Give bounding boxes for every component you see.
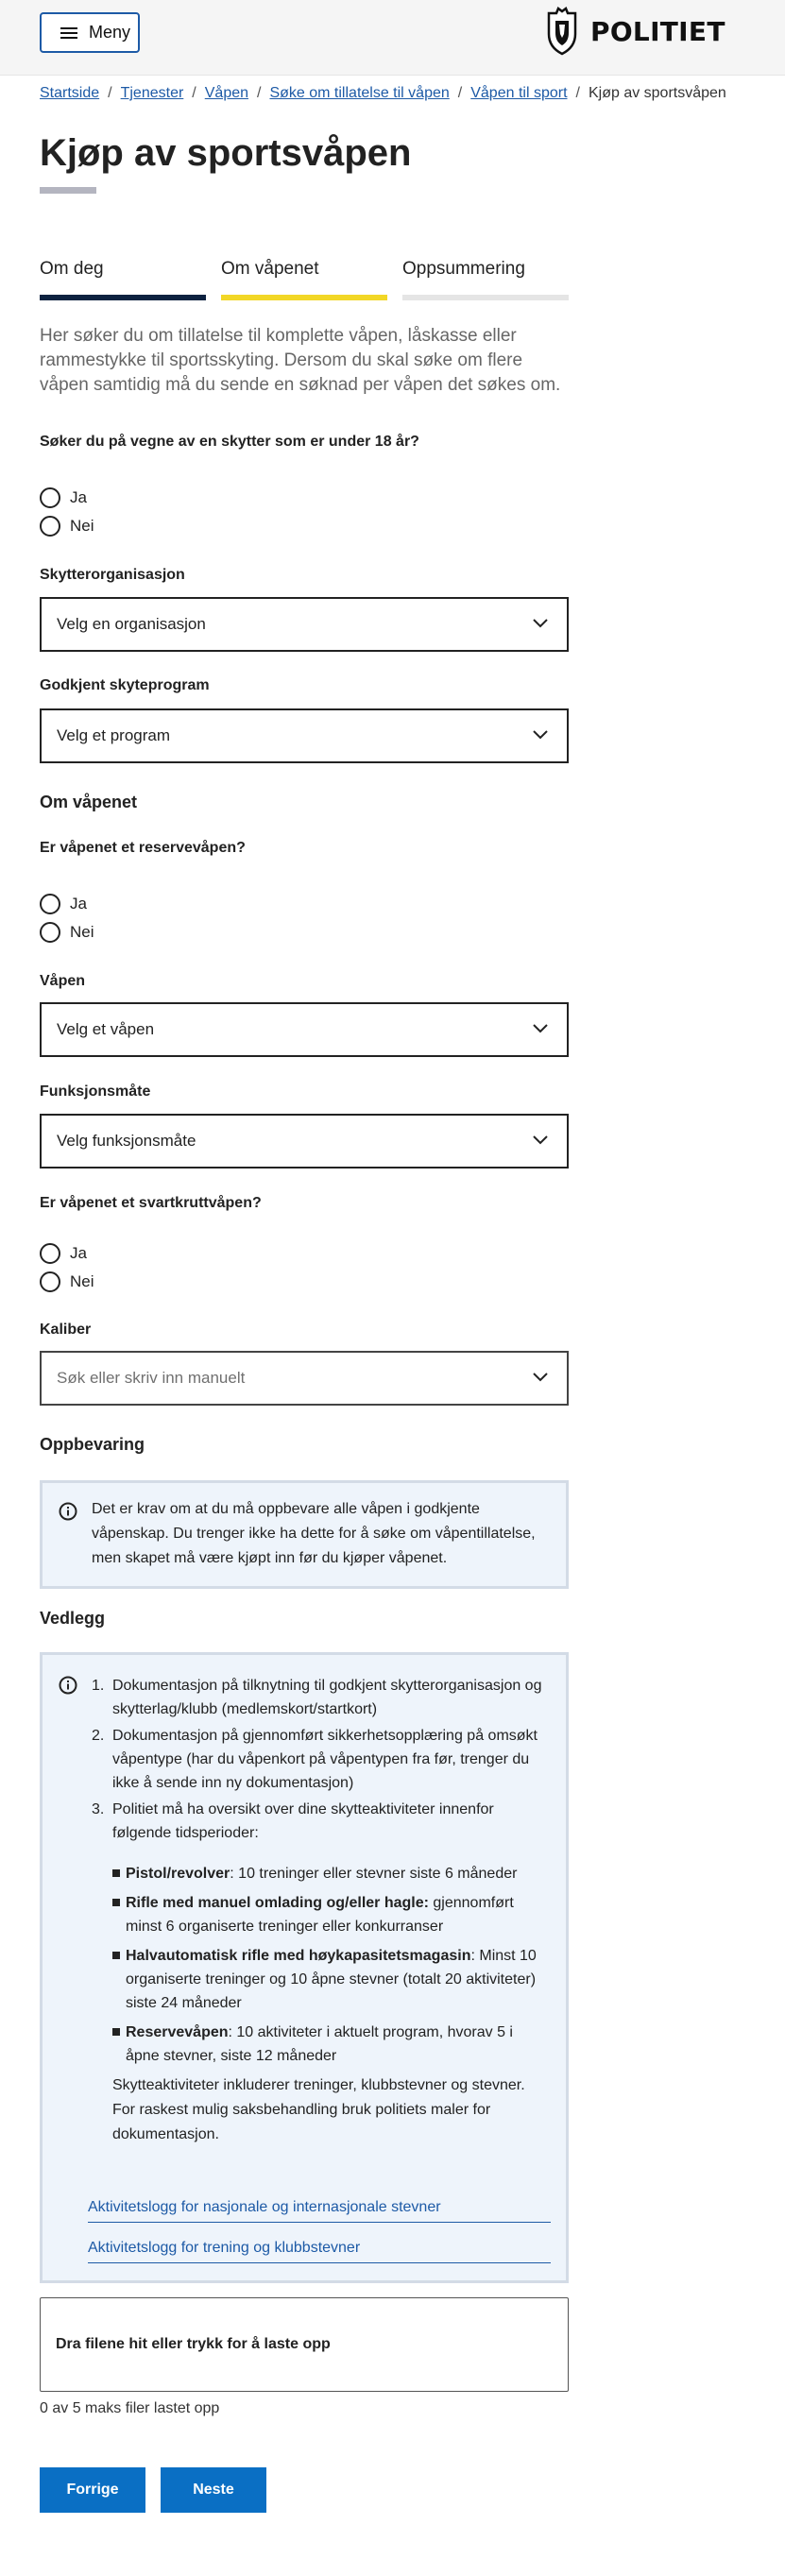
radio-circle [40,1271,60,1292]
breadcrumb-separator: / [575,85,580,101]
program-select-value: Velg et program [57,726,171,744]
breadcrumb-services[interactable]: Tjenester [120,85,184,101]
list-item: 2. Dokumentasjon på gjennomført sikkerhetsopplæring på omsøkt våpentype (har du våpenkort på våpentypen fra før, trenger du ikke å sende inn ny dokumentasjon) [92,1728,538,1791]
caliber-placeholder: Søk eller skriv inn manuelt [57,1369,246,1387]
section-attachments: Vedlegg [40,1609,106,1628]
weapon-select-value: Velg et våpen [57,1020,155,1038]
radio-label: Nei [70,923,94,941]
radio-under18-yes[interactable] [40,487,87,508]
function-select-value: Velg funksjonsmåte [57,1132,196,1150]
section-about-weapon: Om våpenet [40,793,138,811]
radio-blackpowder-yes[interactable] [40,1243,87,1264]
radio-under18-no[interactable] [40,516,94,537]
police-crest-icon [543,6,581,57]
list-item: Pistol/revolver: 10 treninger eller stevner siste 6 måneder [112,1862,551,1885]
breadcrumb-separator: / [457,85,463,101]
radio-blackpowder-no[interactable] [40,1271,94,1292]
step-about-you[interactable] [40,259,206,300]
file-dropzone[interactable] [40,2297,569,2392]
next-button[interactable]: Neste [161,2467,266,2513]
chevron-down-icon [533,1373,548,1382]
list-item: 3. Politiet må ha oversikt over dine skytteaktiviteter innenfor følgende tidsperioder: Pistol/revolver: 10 treninger eller stevner siste 6 måneder Rifle med manuel omlading og/eller hagle: gjennomført minst 6 organiserte treninger eller konkurranser Halvautomatisk rifle med høykapasitetsmagasin: Minst 10 organiserte treninger og 10 åpne stevner (totalt 20 aktiviteter) siste 24 måneder Reservevåpen: 10 aktiviteter i aktuelt program, hvorav 5 i åpne stevner, siste 12 måneder Skytteaktiviteter inkluderer treninger, klubbstevner og stevner. For raskest mulig saksbehandling bruk politiets maler for dokumentasjon. [92,1798,551,2147]
step-label: Om våpenet [221,259,319,279]
breadcrumb-separator: / [192,85,196,101]
progress-steps [40,259,569,300]
list-item: Reservevåpen: 10 aktiviteter i aktuelt program, hvorav 5 i åpne stevner, siste 12 måneder [112,2021,551,2068]
breadcrumb-sport-weapons[interactable]: Våpen til sport [470,85,568,101]
upload-count: 0 av 5 maks filer lastet opp [40,2400,220,2416]
title-underline [40,187,96,194]
radio-circle [40,516,60,537]
dropzone-label: Dra filene hit eller trykk for å laste opp [56,2336,331,2352]
activity-log-competitions-link[interactable]: Aktivitetslogg for nasjonale og internasjonale stevner [88,2199,551,2223]
program-select[interactable] [40,708,569,763]
info-icon [59,1502,77,1521]
step-bar [221,295,387,300]
radio-circle [40,922,60,943]
list-item: 1. Dokumentasjon på tilknytning til godkjent skytterorganisasjon og skytterlag/klubb (medlemskort/startkort) [92,1678,542,1717]
activity-requirements-list [112,1862,551,2068]
weapon-label: Våpen [40,973,86,989]
previous-button[interactable]: Forrige [40,2467,145,2513]
activity-log-training-link[interactable]: Aktivitetslogg for trening og klubbstevner [88,2240,551,2263]
hamburger-icon [60,26,77,40]
activities-note: Skytteaktiviteter inkluderer treninger, klubbstevner og stevner. For raskest mulig saksbehandling bruk politiets maler for dokumentasjon. [112,2077,525,2142]
radio-label: Ja [70,895,87,913]
caliber-combobox[interactable] [40,1351,569,1406]
politiet-logo[interactable] [543,6,725,57]
info-icon [59,1676,77,1695]
breadcrumb-separator: / [257,85,262,101]
section-storage: Oppbevaring [40,1435,145,1454]
chevron-down-icon [533,730,548,740]
radio-label: Nei [70,517,94,535]
radio-circle [40,487,60,508]
question-blackpowder: Er våpenet et svartkruttvåpen? [40,1195,262,1211]
attachments-list [92,1674,551,2147]
menu-button-label: Meny [89,23,131,42]
breadcrumb-apply-permit[interactable]: Søke om tillatelse til våpen [269,85,450,101]
radio-label: Nei [70,1272,94,1290]
intro-text: Her søker du om tillatelse til komplette våpen, låskasse eller rammestykke til sportsskyting. Dersom du skal søke om flere våpen samtidig må du sende en søknad per våpen det søkes om. [40,326,561,395]
chevron-down-icon [533,1024,548,1033]
step-label: Om deg [40,259,104,279]
attachments-info-box [40,1652,569,2283]
function-label: Funksjonsmåte [40,1083,151,1100]
step-label: Oppsummering [402,259,525,279]
list-item: Rifle med manuel omlading og/eller hagle: gjennomført minst 6 organiserte treninger eller konkurranser [112,1891,551,1938]
storage-info-box [40,1480,569,1589]
caliber-label: Kaliber [40,1322,92,1338]
chevron-down-icon [533,1135,548,1145]
org-select[interactable] [40,597,569,652]
site-header [0,0,785,76]
page-title: Kjøp av sportsvåpen [40,132,412,174]
program-label: Godkjent skyteprogram [40,677,210,693]
logo-text: POLITIET [590,15,725,47]
step-bar [40,295,206,300]
radio-reserve-yes[interactable] [40,894,87,914]
step-bar [402,295,569,300]
list-item: Halvautomatisk rifle med høykapasitetsmagasin: Minst 10 organiserte treninger og 10 åpne stevner (totalt 20 aktiviteter) siste 24 måneder [112,1944,551,2015]
chevron-down-icon [533,619,548,628]
step-about-weapon[interactable] [221,259,387,300]
breadcrumb [40,85,726,102]
breadcrumb-weapons[interactable]: Våpen [204,85,249,101]
radio-label: Ja [70,488,87,506]
question-reserve: Er våpenet et reservevåpen? [40,840,246,856]
radio-circle [40,894,60,914]
breadcrumb-home[interactable]: Startside [40,85,100,101]
question-under-18: Søker du på vegne av en skytter som er under 18 år? [40,434,419,450]
org-select-value: Velg en organisasjon [57,615,206,633]
org-label: Skytterorganisasjon [40,567,185,583]
breadcrumb-separator: / [108,85,112,101]
weapon-select[interactable] [40,1002,569,1057]
step-summary[interactable] [402,259,569,300]
radio-label: Ja [70,1244,87,1262]
function-select[interactable] [40,1114,569,1169]
radio-reserve-no[interactable] [40,922,94,943]
radio-circle [40,1243,60,1264]
storage-info-text: Det er krav om at du må oppbevare alle våpen i godkjente våpenskap. Du trenger ikke ha dette for å søke om våpentillatelse, men skapet må være kjøpt inn før du kjøper våpenet. [92,1501,536,1566]
menu-button[interactable] [40,12,140,53]
breadcrumb-current: Kjøp av sportsvåpen [588,85,726,101]
